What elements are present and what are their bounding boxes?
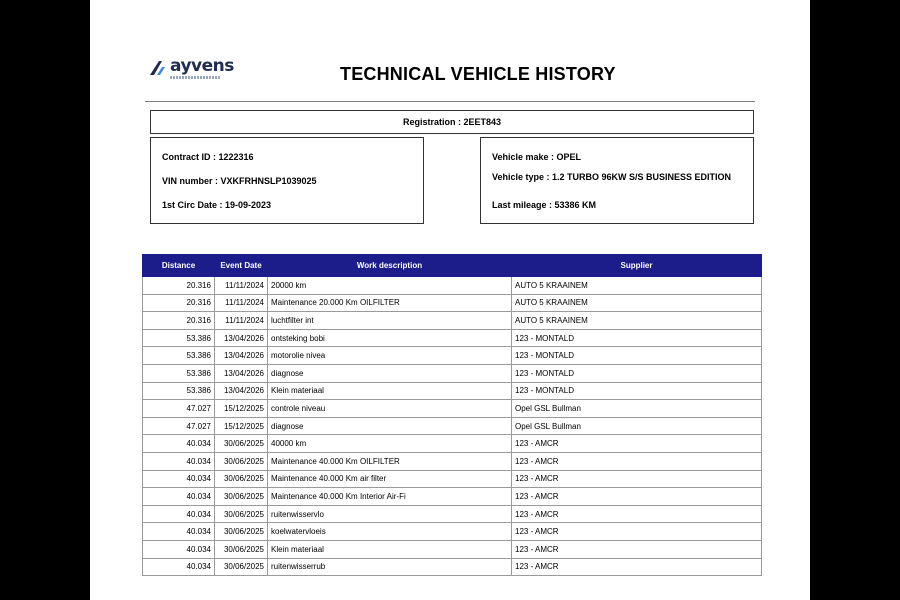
cell-distance: 53.386 — [143, 364, 215, 382]
cell-supplier: AUTO 5 KRAAINEM — [512, 294, 762, 312]
cell-supplier: 123 - AMCR — [512, 488, 762, 506]
cell-distance: 47.027 — [143, 417, 215, 435]
table-row — [143, 382, 762, 400]
table-row — [143, 312, 762, 330]
cell-distance: 40.034 — [143, 523, 215, 541]
table-row — [143, 540, 762, 558]
cell-distance: 53.386 — [143, 382, 215, 400]
cell-event-date: 13/04/2026 — [215, 347, 268, 365]
cell-supplier: 123 - AMCR — [512, 470, 762, 488]
cell-work-description: diagnose — [268, 364, 512, 382]
contract-info-box — [150, 137, 424, 224]
table-row — [143, 435, 762, 453]
cell-distance: 20.316 — [143, 277, 215, 295]
cell-event-date: 30/06/2025 — [215, 452, 268, 470]
column-header-work-description: Work description — [268, 255, 512, 277]
cell-event-date: 15/12/2025 — [215, 400, 268, 418]
table-row — [143, 294, 762, 312]
cell-supplier: Opel GSL Bullman — [512, 400, 762, 418]
table-row — [143, 417, 762, 435]
header-divider — [145, 101, 755, 102]
cell-event-date: 30/06/2025 — [215, 558, 268, 576]
vehicle-info-box — [480, 137, 754, 224]
column-header-event-date: Event Date — [215, 255, 268, 277]
cell-work-description: 40000 km — [268, 435, 512, 453]
table-row — [143, 470, 762, 488]
cell-distance: 40.034 — [143, 470, 215, 488]
cell-work-description: luchtfilter int — [268, 312, 512, 330]
table-row — [143, 400, 762, 418]
table-row — [143, 558, 762, 576]
cell-work-description: Maintenance 40.000 Km air filter — [268, 470, 512, 488]
cell-event-date: 13/04/2026 — [215, 329, 268, 347]
cell-work-description: diagnose — [268, 417, 512, 435]
cell-work-description: Klein materiaal — [268, 540, 512, 558]
cell-distance: 20.316 — [143, 294, 215, 312]
cell-work-description: Maintenance 40.000 Km OILFILTER — [268, 452, 512, 470]
cell-distance: 40.034 — [143, 540, 215, 558]
page-title: TECHNICAL VEHICLE HISTORY — [340, 64, 616, 84]
cell-supplier: 123 - AMCR — [512, 505, 762, 523]
cell-work-description: ruitenwisserrub — [268, 558, 512, 576]
table-row — [143, 364, 762, 382]
cell-event-date: 11/11/2024 — [215, 277, 268, 295]
last-mileage: Last mileage : 53386 KM — [492, 200, 597, 210]
cell-event-date: 30/06/2025 — [215, 505, 268, 523]
table-row — [143, 347, 762, 365]
cell-distance: 53.386 — [143, 347, 215, 365]
contract-id: Contract ID : 1222316 — [162, 152, 254, 162]
table-row — [143, 505, 762, 523]
cell-supplier: 123 - MONTALD — [512, 364, 762, 382]
history-table — [142, 254, 762, 576]
cell-event-date: 30/06/2025 — [215, 470, 268, 488]
cell-supplier: 123 - MONTALD — [512, 382, 762, 400]
cell-work-description: Maintenance 20.000 Km OILFILTER — [268, 294, 512, 312]
logo-tagline — [170, 76, 220, 79]
cell-work-description: koelwatervloeis — [268, 523, 512, 541]
cell-work-description: controle niveau — [268, 400, 512, 418]
document-page — [90, 0, 810, 600]
registration-box: Registration : 2EET843 — [150, 110, 754, 134]
cell-event-date: 30/06/2025 — [215, 435, 268, 453]
cell-work-description: ruitenwisservlo — [268, 505, 512, 523]
cell-supplier: AUTO 5 KRAAINEM — [512, 312, 762, 330]
cell-event-date: 30/06/2025 — [215, 523, 268, 541]
cell-distance: 40.034 — [143, 435, 215, 453]
cell-supplier: 123 - AMCR — [512, 523, 762, 541]
cell-work-description: Maintenance 40.000 Km Interior Air-Fi — [268, 488, 512, 506]
cell-distance: 40.034 — [143, 488, 215, 506]
table-row — [143, 329, 762, 347]
cell-distance: 40.034 — [143, 558, 215, 576]
cell-supplier: 123 - AMCR — [512, 435, 762, 453]
cell-supplier: 123 - AMCR — [512, 558, 762, 576]
column-header-supplier: Supplier — [512, 255, 762, 277]
cell-event-date: 15/12/2025 — [215, 417, 268, 435]
cell-work-description: Klein materiaal — [268, 382, 512, 400]
table-row — [143, 488, 762, 506]
cell-distance: 47.027 — [143, 400, 215, 418]
logo-mark-icon — [150, 60, 168, 76]
cell-supplier: 123 - AMCR — [512, 540, 762, 558]
cell-event-date: 13/04/2026 — [215, 382, 268, 400]
cell-event-date: 13/04/2026 — [215, 364, 268, 382]
cell-work-description: motorolie nivea — [268, 347, 512, 365]
table-header-row — [143, 255, 762, 277]
table-row — [143, 277, 762, 295]
column-header-distance: Distance — [143, 255, 215, 277]
first-circ-date: 1st Circ Date : 19-09-2023 — [162, 200, 272, 210]
vehicle-type: Vehicle type : 1.2 TURBO 96KW S/S BUSINESS EDITION — [492, 172, 732, 182]
cell-distance: 20.316 — [143, 312, 215, 330]
vin-number: VIN number : VXKFRHNSLP1039025 — [162, 176, 317, 186]
cell-event-date: 11/11/2024 — [215, 294, 268, 312]
cell-work-description: ontsteking bobi — [268, 329, 512, 347]
cell-event-date: 30/06/2025 — [215, 488, 268, 506]
cell-distance: 40.034 — [143, 505, 215, 523]
cell-event-date: 30/06/2025 — [215, 540, 268, 558]
cell-supplier: 123 - MONTALD — [512, 347, 762, 365]
ayvens-logo — [150, 58, 234, 82]
table-row — [143, 523, 762, 541]
cell-distance: 53.386 — [143, 329, 215, 347]
cell-supplier: 123 - AMCR — [512, 452, 762, 470]
cell-work-description: 20000 km — [268, 277, 512, 295]
cell-event-date: 11/11/2024 — [215, 312, 268, 330]
logo-text: ayvens — [170, 56, 234, 76]
cell-supplier: AUTO 5 KRAAINEM — [512, 277, 762, 295]
table-row — [143, 452, 762, 470]
table-body — [143, 277, 762, 576]
vehicle-make: Vehicle make : OPEL — [492, 152, 582, 162]
cell-supplier: Opel GSL Bullman — [512, 417, 762, 435]
cell-distance: 40.034 — [143, 452, 215, 470]
cell-supplier: 123 - MONTALD — [512, 329, 762, 347]
